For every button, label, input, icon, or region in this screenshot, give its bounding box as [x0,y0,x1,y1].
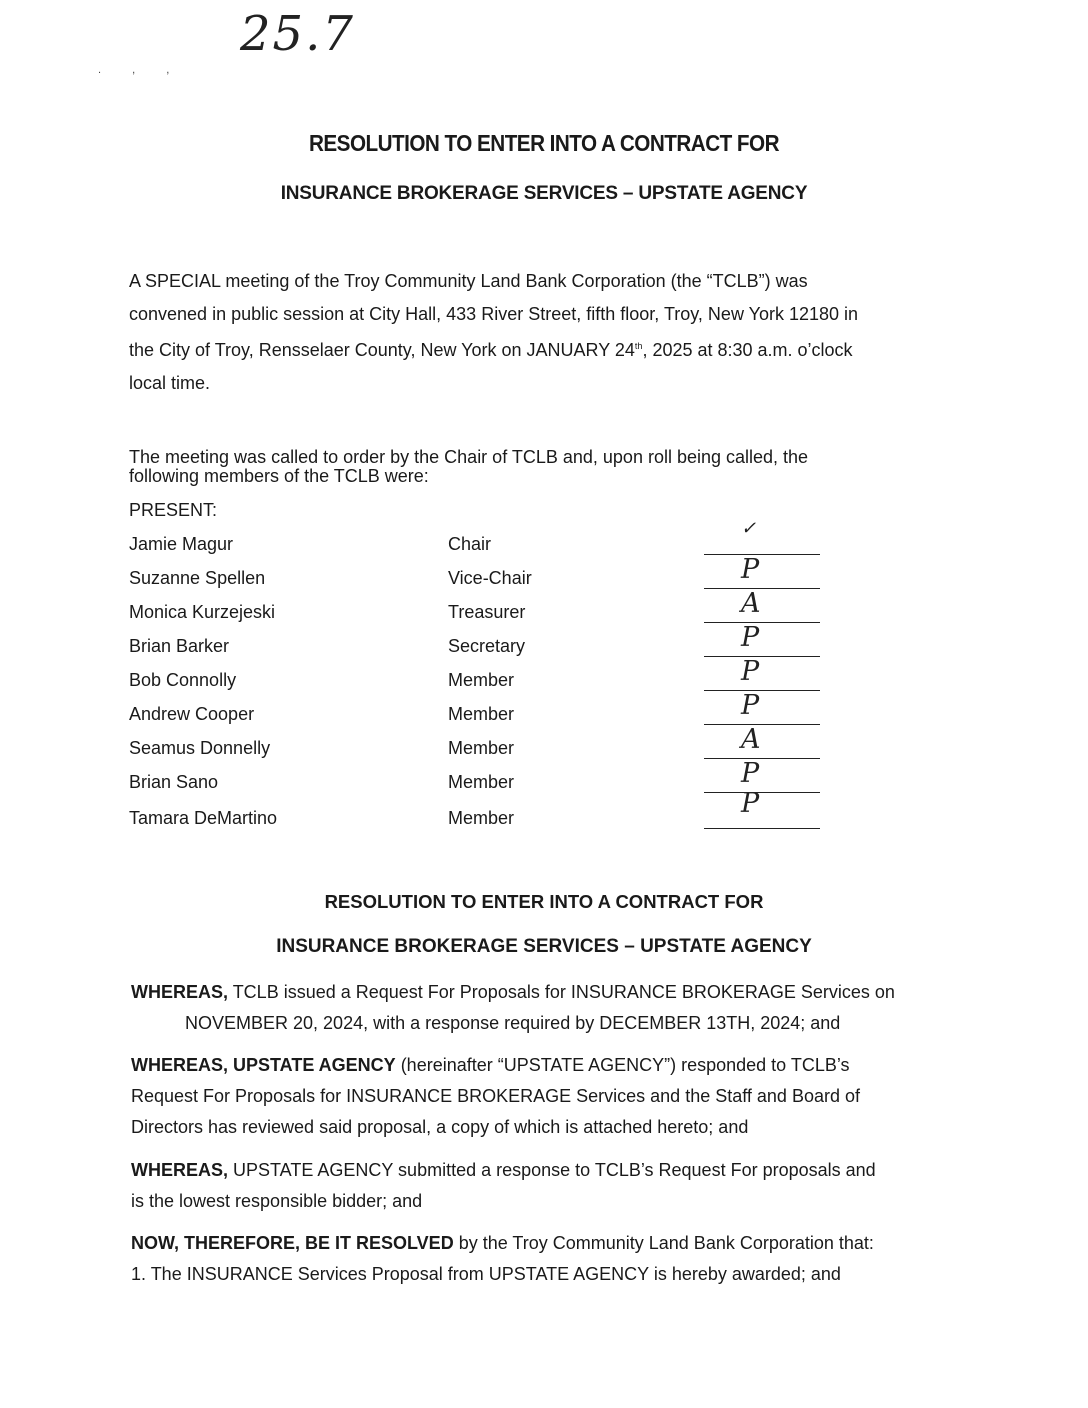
resolution-subtitle: INSURANCE BROKERAGE SERVICES – UPSTATE AGENCY [276,936,812,957]
resolved-item-1: 1. The INSURANCE Services Proposal from UPSTATE AGENCY is hereby awarded; and [131,1264,841,1284]
attendance-line [704,690,820,691]
member-name: Brian Sano [129,772,219,792]
attendance-line [704,724,820,725]
member-role: Member [448,704,515,724]
resolved-lead: NOW, THEREFORE, BE IT RESOLVED [131,1233,454,1253]
present-label: PRESENT: [129,500,218,520]
member-role: Treasurer [448,602,526,622]
whereas-lead: WHEREAS, [131,982,229,1002]
member-role: Member [448,772,515,792]
attendance-mark: ✓ [741,518,757,539]
member-role: Chair [448,534,492,554]
member-role: Member [448,808,515,828]
attendance-line [704,622,820,623]
intro-line-3-b: , 2025 at 8:30 a.m. o’clock [642,340,853,360]
whereas-lead: WHEREAS, [131,1160,229,1180]
attendance-mark: A [741,588,761,619]
intro-line-3-sup: th [634,341,643,351]
member-name: Andrew Cooper [129,704,255,724]
whereas-text-line-2: is the lowest responsible bidder; and [131,1191,423,1211]
intro-line-2: convened in public session at City Hall, 433 River Street, fifth floor, Troy, New York 12180 in [129,303,859,324]
handwritten-page-number: 25.7 [240,6,355,62]
member-name: Tamara DeMartino [129,808,278,828]
whereas-text: UPSTATE AGENCY submitted a response to TCLB’s Request For proposals and [228,1160,876,1180]
whereas-clause-1 [131,977,971,1039]
roll-call-paragraph [129,448,929,486]
attendance-line [704,758,820,759]
attendance-mark: P [741,554,760,585]
member-name: Jamie Magur [129,534,234,554]
attendance-mark: A [741,724,761,755]
intro-line-4: local time. [129,372,211,393]
attendance-line [704,792,820,793]
member-name: Brian Barker [129,636,230,656]
whereas-text-line-3: Directors has reviewed said proposal, a copy of which is attached hereto; and [131,1117,749,1137]
member-role: Vice-Chair [448,568,532,588]
member-name: Bob Connolly [129,670,237,690]
attendance-mark: P [741,622,760,653]
attendance-mark: P [741,690,760,721]
whereas-text: TCLB issued a Request For Proposals for INSURANCE BROKERAGE Services on [228,982,895,1002]
member-name: Seamus Donnelly [129,738,271,758]
intro-line-3-a: the City of Troy, Rensselaer County, New York on JANUARY 24 [129,340,635,360]
resolved-text: by the Troy Community Land Bank Corporation that: [453,1233,874,1253]
stray-marks: . , , [98,64,184,76]
whereas-clause-3 [131,1155,971,1217]
attendance-mark: P [741,656,760,687]
member-name: Monica Kurzejeski [129,602,276,622]
attendance-line [704,656,820,657]
roll-call-line-2: following members of the TCLB were: [129,466,429,486]
attendance-mark: P [741,758,760,789]
whereas-text-line-2: NOVEMBER 20, 2024, with a response required by DECEMBER 13TH, 2024; and [185,1013,841,1033]
member-role: Member [448,670,515,690]
attendance-line [704,588,820,589]
resolved-clause [131,1228,971,1290]
member-role: Secretary [448,636,526,656]
intro-line-3 [129,330,969,367]
attendance-mark: P [741,788,760,819]
whereas-lead: WHEREAS, UPSTATE AGENCY [131,1055,396,1075]
intro-line-1: A SPECIAL meeting of the Troy Community Land Bank Corporation (the “TCLB”) was [129,271,808,291]
document-subtitle: INSURANCE BROKERAGE SERVICES – UPSTATE AGENCY [280,183,808,204]
whereas-text: (hereinafter “UPSTATE AGENCY”) responded to TCLB’s [395,1055,850,1075]
attendance-line [704,828,820,829]
whereas-text-line-2: Request For Proposals for INSURANCE BROKERAGE Services and the Staff and Board of [131,1086,860,1106]
member-row [129,788,849,842]
member-role: Member [448,738,515,758]
roll-call-line-1: The meeting was called to order by the Chair of TCLB and, upon roll being called, the [129,447,809,467]
resolution-title: RESOLUTION TO ENTER INTO A CONTRACT FOR [324,891,764,912]
attendance-line [704,554,820,555]
whereas-clause-2 [131,1050,971,1143]
meeting-intro-paragraph [129,265,969,399]
document-title: RESOLUTION TO ENTER INTO A CONTRACT FOR [309,130,779,156]
member-name: Suzanne Spellen [129,568,266,588]
